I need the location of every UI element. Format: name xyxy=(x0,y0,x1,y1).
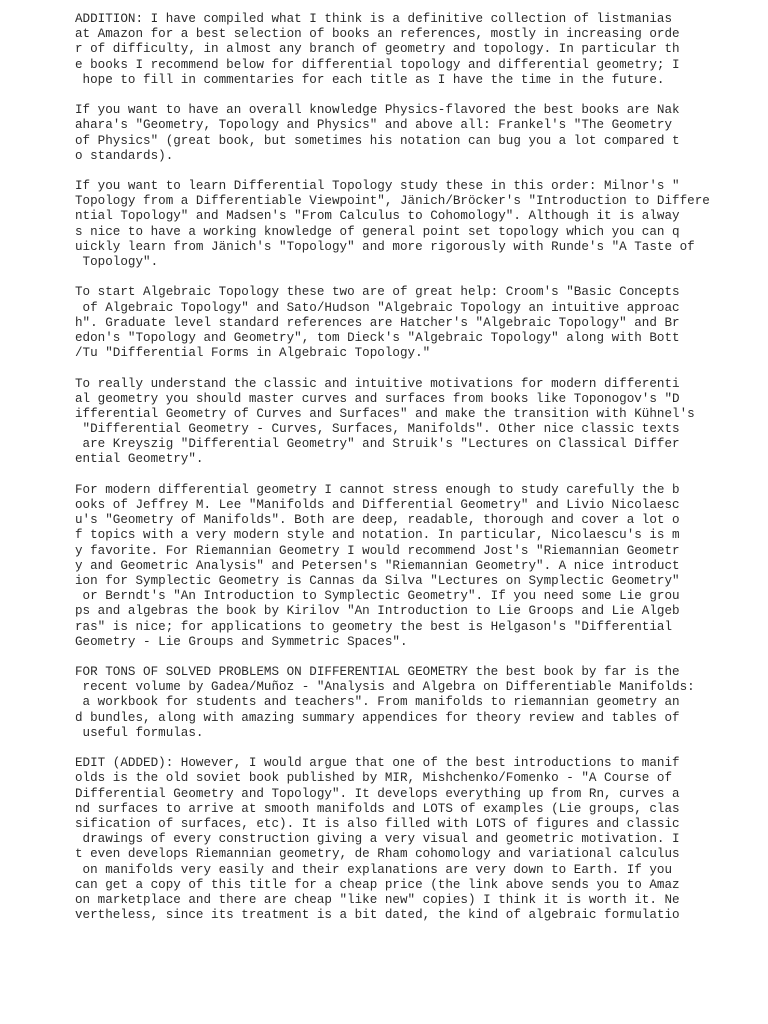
text-line: f topics with a very modern style and notation. In particular, Nicolaescu's is m xyxy=(75,528,680,543)
text-line: EDIT (ADDED): However, I would argue that one of the best introductions to manif xyxy=(75,756,680,771)
text-line: of Algebraic Topology" and Sato/Hudson "Algebraic Topology an intuitive approac xyxy=(75,300,680,315)
text-line: ahara's "Geometry, Topology and Physics" and above all: Frankel's "The Geometry xyxy=(75,118,673,133)
text-line: u's "Geometry of Manifolds". Both are deep, readable, thorough and cover a lot o xyxy=(75,513,680,528)
paragraph-solved-problems xyxy=(75,665,755,741)
text-line: Topology". xyxy=(75,255,159,269)
text-line: If you want to have an overall knowledge Physics-flavored the best books are Nak xyxy=(75,103,680,118)
text-line: ion for Symplectic Geometry is Cannas da Silva "Lectures on Symplectic Geometry" xyxy=(75,573,680,588)
text-line: or Berndt's "An Introduction to Symplectic Geometry". If you need some Lie grou xyxy=(75,589,680,604)
paragraph-algebraic-topology xyxy=(75,285,755,361)
text-line: Topology from a Differentiable Viewpoint", Jänich/Bröcker's "Introduction to Differe xyxy=(75,194,710,209)
text-line: on manifolds very easily and their explanations are very down to Earth. If you xyxy=(75,862,673,877)
text-line: /Tu "Differential Forms in Algebraic Topology." xyxy=(75,346,431,361)
text-line: d bundles, along with amazing summary appendices for theory review and tables of xyxy=(75,710,680,725)
text-line: ooks of Jeffrey M. Lee "Manifolds and Differential Geometry" and Livio Nicolaesc xyxy=(75,498,680,512)
text-line: ras" is nice; for applications to geometry the best is Helgason's "Differential xyxy=(75,619,673,634)
text-line: ps and algebras the book by Kirilov "An Introduction to Lie Groops and Lie Algeb xyxy=(75,604,680,619)
text-line: To start Algebraic Topology these two are of great help: Croom's "Basic Concepts xyxy=(75,285,680,300)
text-line: For modern differential geometry I cannot stress enough to study carefully the b xyxy=(75,482,680,497)
paragraph-physics xyxy=(75,103,755,164)
text-line: uickly learn from Jänich's "Topology" and more rigorously with Runde's "A Taste of xyxy=(75,239,695,254)
text-line: ential Geometry". xyxy=(75,452,204,467)
text-line: To really understand the classic and intuitive motivations for modern differenti xyxy=(75,376,680,391)
text-line: Differential Geometry and Topology". It develops everything up from Rn, curves a xyxy=(75,786,680,801)
text-line: vertheless, since its treatment is a bit dated, the kind of algebraic formulatio xyxy=(75,908,680,923)
text-line: t even develops Riemannian geometry, de Rham cohomology and variational calculus xyxy=(75,847,680,862)
text-line: "Differential Geometry - Curves, Surfaces, Manifolds". Other nice classic texts xyxy=(75,422,680,437)
text-line: a workbook for students and teachers". From manifolds to riemannian geometry an xyxy=(75,695,680,710)
paragraph-modern-differential-geometry xyxy=(75,483,755,650)
paragraph-curves-surfaces xyxy=(75,377,755,468)
text-line: y favorite. For Riemannian Geometry I would recommend Jost's "Riemannian Geometr xyxy=(75,543,680,558)
text-line: Geometry - Lie Groups and Symmetric Spaces". xyxy=(75,634,408,649)
paragraph-differential-topology xyxy=(75,179,755,270)
text-line: at Amazon for a best selection of books an references, mostly in increasing orde xyxy=(75,27,680,42)
text-line: h". Graduate level standard references are Hatcher's "Algebraic Topology" and Br xyxy=(75,315,680,330)
text-line: can get a copy of this title for a cheap price (the link above sends you to Amaz xyxy=(75,877,680,892)
text-line: s nice to have a working knowledge of general point set topology which you can q xyxy=(75,224,680,239)
text-line: are Kreyszig "Differential Geometry" and Struik's "Lectures on Classical Differ xyxy=(75,437,680,452)
paragraph-edit-added xyxy=(75,756,755,923)
text-line: ADDITION: I have compiled what I think is a definitive collection of listmanias xyxy=(75,12,673,26)
text-line: edon's "Topology and Geometry", tom Dieck's "Algebraic Topology" along with Bott xyxy=(75,330,680,345)
text-line: hope to fill in commentaries for each title as I have the time in the future. xyxy=(75,72,665,87)
text-line: e books I recommend below for differential topology and differential geometry; I xyxy=(75,57,680,72)
text-line: olds is the old soviet book published by MIR, Mishchenko/Fomenko - "A Course of xyxy=(75,771,673,786)
text-line: y and Geometric Analysis" and Petersen's "Riemannian Geometry". A nice introduct xyxy=(75,558,680,573)
text-line: recent volume by Gadea/Muñoz - "Analysis and Algebra on Differentiable Manifolds: xyxy=(75,680,695,695)
text-line: FOR TONS OF SOLVED PROBLEMS ON DIFFERENTIAL GEOMETRY the best book by far is the xyxy=(75,665,680,680)
paragraph-addition xyxy=(75,12,755,88)
text-line: sification of surfaces, etc). It is also filled with LOTS of figures and classic xyxy=(75,816,680,831)
text-line: of Physics" (great book, but sometimes his notation can bug you a lot compared t xyxy=(75,133,680,148)
text-line: r of difficulty, in almost any branch of geometry and topology. In particular th xyxy=(75,42,680,57)
text-line: o standards). xyxy=(75,148,174,163)
text-line: nd surfaces to arrive at smooth manifolds and LOTS of examples (Lie groups, clas xyxy=(75,801,680,816)
text-line: If you want to learn Differential Topology study these in this order: Milnor's " xyxy=(75,179,680,194)
document-body xyxy=(75,12,755,938)
text-line: ntial Topology" and Madsen's "From Calculus to Cohomology". Although it is alway xyxy=(75,209,680,224)
text-line: al geometry you should master curves and surfaces from books like Toponogov's "D xyxy=(75,391,680,406)
text-line: ifferential Geometry of Curves and Surfaces" and make the transition with Kühnel's xyxy=(75,406,695,421)
text-line: on marketplace and there are cheap "like new" copies) I think it is worth it. Ne xyxy=(75,892,680,907)
text-line: useful formulas. xyxy=(75,725,204,740)
text-line: drawings of every construction giving a very visual and geometric motivation. I xyxy=(75,832,680,847)
